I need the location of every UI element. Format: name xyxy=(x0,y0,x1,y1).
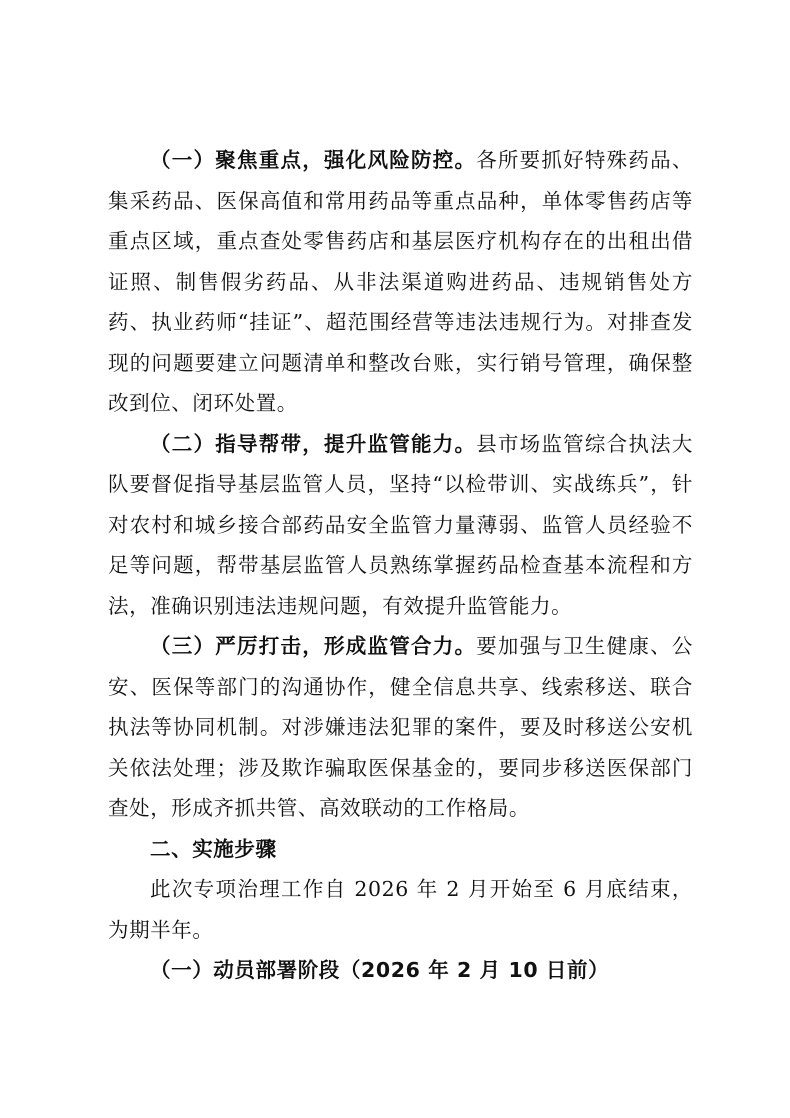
section-heading: 二、实施步骤 xyxy=(150,836,277,861)
paragraph-crackdown xyxy=(108,626,693,829)
paragraph-text: 要加强与卫生健康、公安、医保等部门的沟通协作，健全信息共享、线索移送、联合执法等协同机制。对涉嫌违法犯罪的案件，要及时移送公安机关依法处理；涉及欺诈骗取医保基金的，要同步移送医保部门查处，形成齐抓共管、高效联动的工作格局。 xyxy=(108,634,693,820)
paragraph-text: 各所要抓好特殊药品、集采药品、医保高值和常用药品等重点品种，单体零售药店等重点区域，重点查处零售药店和基层医疗机构存在的出租出借证照、制售假劣药品、从非法渠道购进药品、违规销售处方药、执业药师“挂证”、超范围经营等违法违规行为。对排查发现的问题要建立问题清单和整改台账，实行销号管理，确保整改到位、闭环处置。 xyxy=(108,148,693,415)
paragraph-lead: （二）指导帮带，提升监管能力。 xyxy=(150,431,477,456)
document-body xyxy=(108,140,693,991)
paragraph-focus-key-points xyxy=(108,140,693,424)
step-heading: （一）动员部署阶段（2026 年 2 月 10 日前） xyxy=(150,958,610,982)
paragraph-lead: （三）严厉打击，形成监管合力。 xyxy=(150,634,477,658)
paragraph-lead: （一）聚焦重点，强化风险防控。 xyxy=(150,148,477,172)
paragraph-text: 县市场监管综合执法大队要督促指导基层监管人员，坚持“以检带训、实战练兵”，针对农村和城乡接合部药品安全监管力量薄弱、监管人员经验不足等问题，帮带基层监管人员熟练掌握药品检查基本流程和方法，准确识别违法违规问题，有效提升监管能力。 xyxy=(108,431,693,618)
steps-intro-paragraph: 此次专项治理工作自 2026 年 2 月开始至 6 月底结束，为期半年。 xyxy=(108,877,693,942)
paragraph-guidance xyxy=(108,424,693,627)
